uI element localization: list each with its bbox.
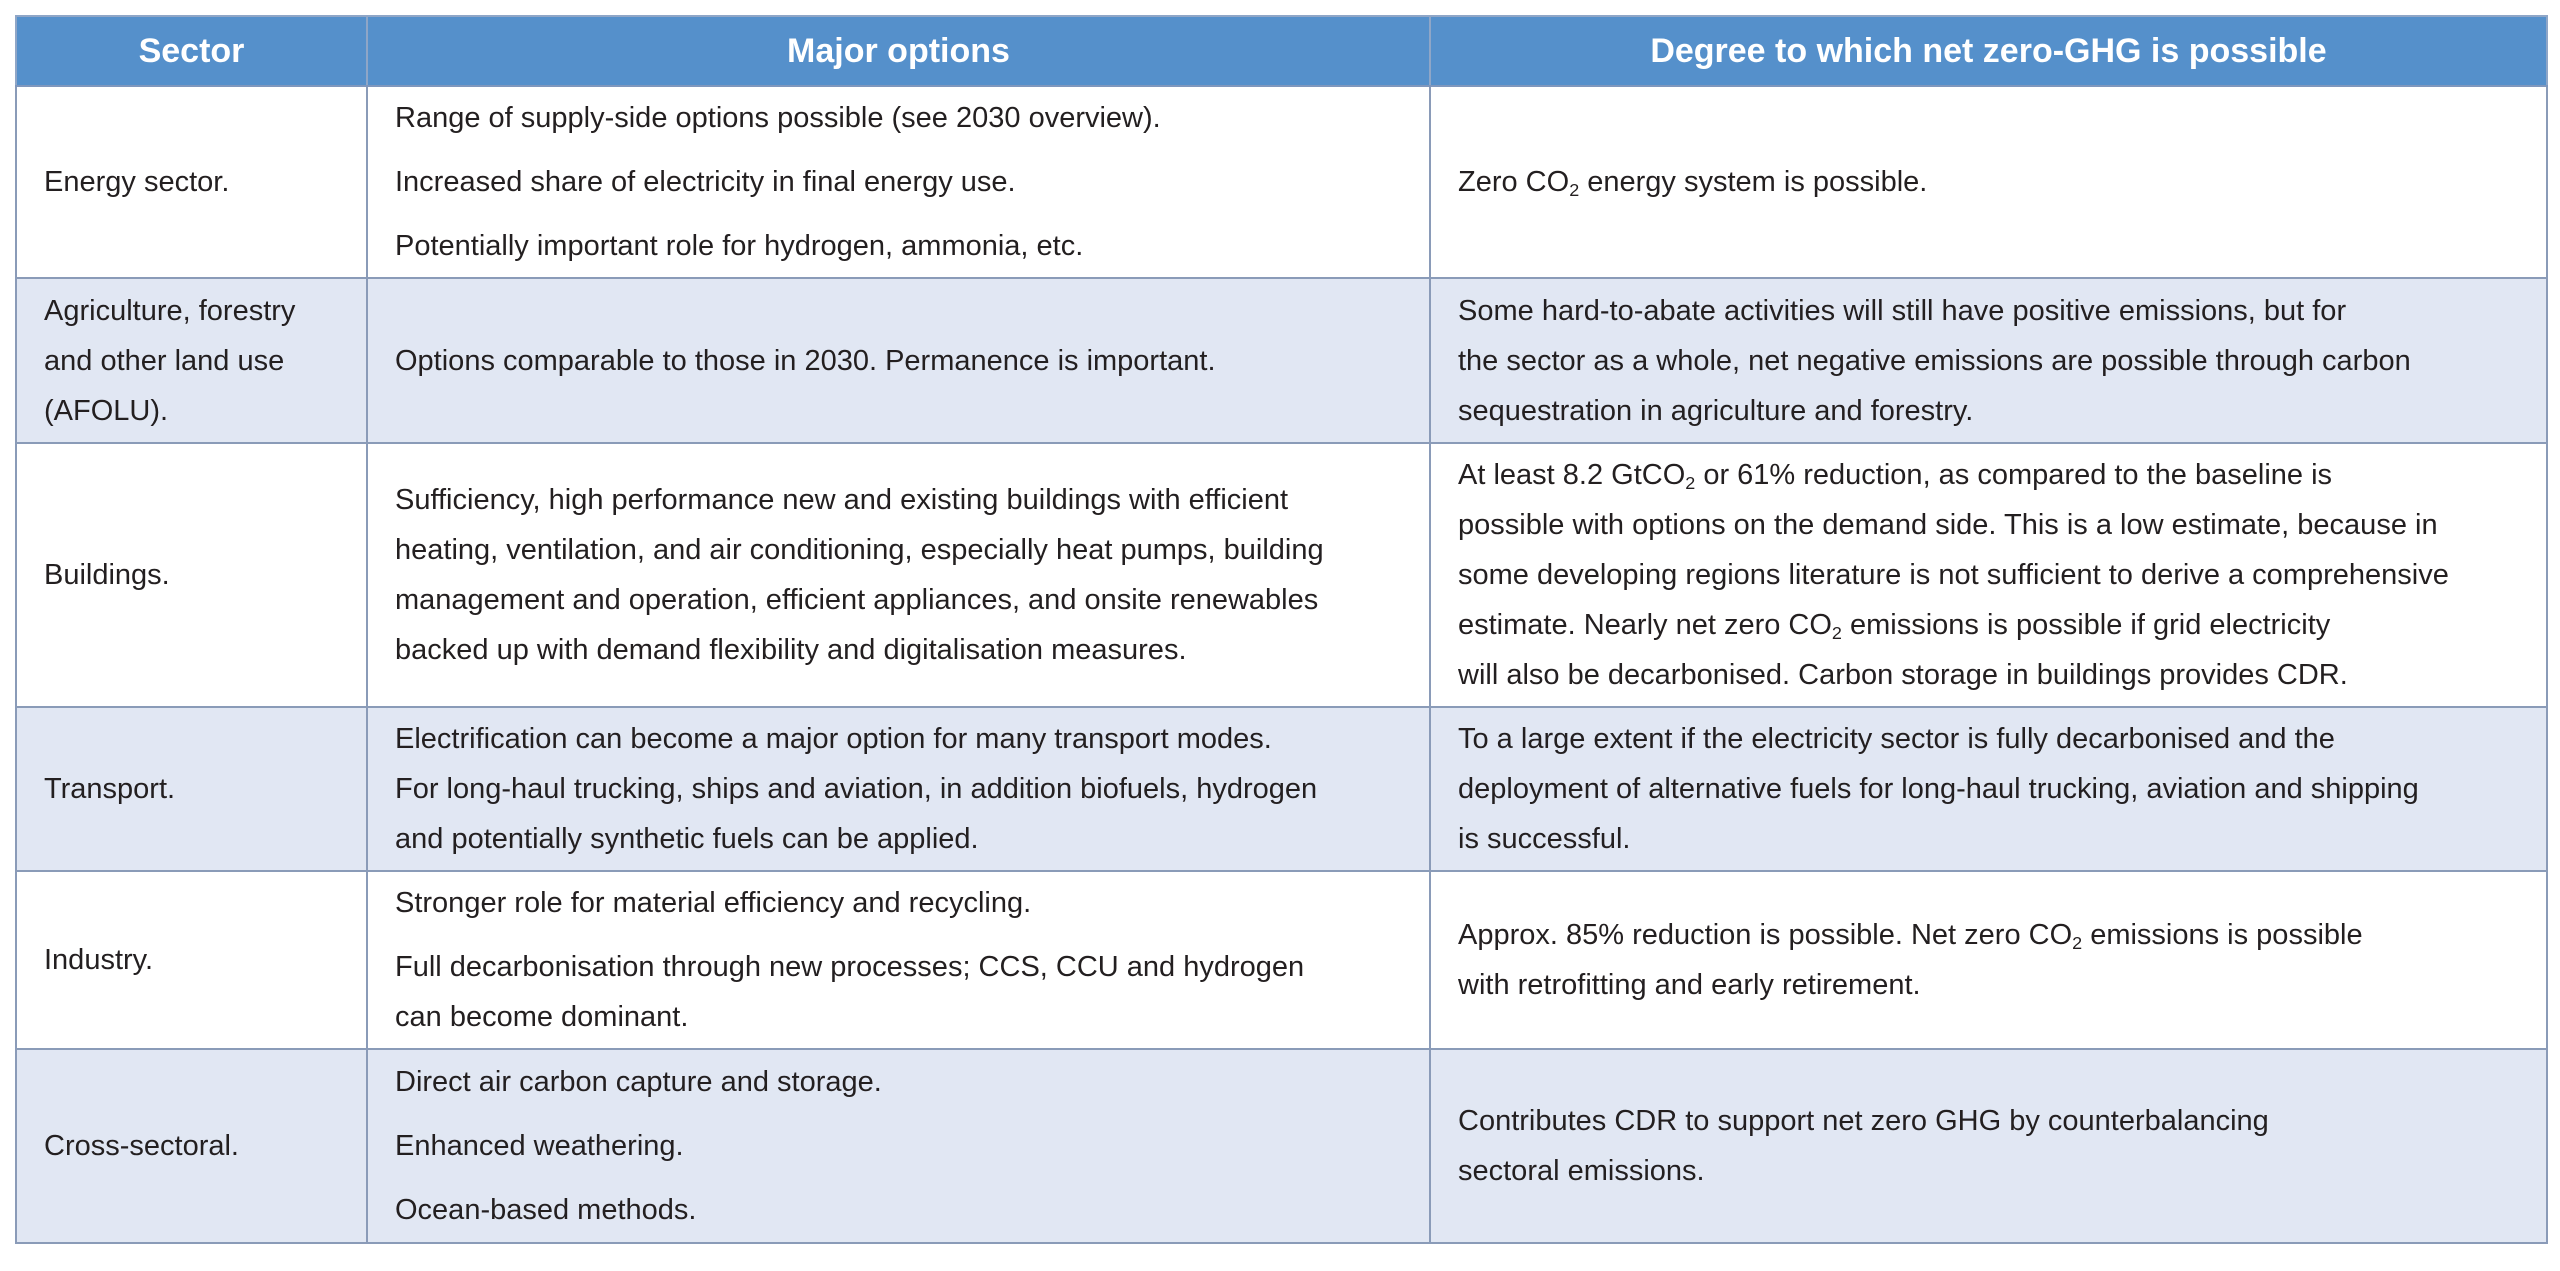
options-cell (367, 278, 1430, 443)
option-item: Increased share of electricity in final energy use. (395, 166, 1016, 198)
degree-text: Zero $CO_2$ energy system is possible. (1458, 166, 1928, 201)
sector-cell: Energy sector. (16, 86, 367, 278)
option-item: Stronger role for material efficiency and recycling. (395, 887, 1032, 919)
sector-cell: Agriculture, forestry and other land use (AFOLU). (16, 278, 367, 443)
options-cell: Sufficiency, high performance new and existing buildings with efficient heating, ventilation, and air conditioning, especially heat pumps, building management and operation, efficient appliances, and onsite renewables backed up with demand flexibility and digitalisation measures. (367, 443, 1430, 707)
degree-cell: Some hard-to-abate activities will still have positive emissions, but for the sector as a whole, net negative emissions are possible through carbon sequestration in agriculture and forestry. (1430, 278, 2547, 443)
table-row-energy (16, 86, 2547, 278)
table-row-afolu (16, 278, 2547, 443)
degree-cell: Contributes CDR to support net zero GHG by counterbalancing sectoral emissions. (1430, 1049, 2547, 1243)
option-item: Direct air carbon capture and storage. (395, 1066, 882, 1098)
degree-cell: At least 8.2 GtCO$_2$ or 61% reduction, as compared to the baseline is possible with options on the demand side. This is a low estimate, because in some developing regions literature is not sufficient to derive a comprehensive estimate. Nearly net zero $CO_2$ emissions is possible if grid electricity will also be decarbonised. Carbon storage in buildings provides CDR. (1430, 443, 2547, 707)
sector-cell: Transport. (16, 707, 367, 871)
sector-cell: Industry. (16, 871, 367, 1049)
table-row-transport (16, 707, 2547, 871)
option-item: Options comparable to those in 2030. Permanence is important. (395, 344, 1216, 377)
net-zero-options-table (15, 15, 2546, 1244)
option-item: Enhanced weathering. (395, 1130, 684, 1162)
option-item: Full decarbonisation through new processes; CCS, CCU and hydrogen can become dominant. (395, 951, 1305, 1033)
degree-cell (1430, 86, 2547, 278)
options-cell (367, 871, 1430, 1049)
option-item: Ocean-based methods. (395, 1194, 697, 1226)
table-row-cross-sectoral (16, 1049, 2547, 1243)
sector-cell: Cross-sectoral. (16, 1049, 367, 1243)
header-major-options: Major options (367, 16, 1430, 86)
options-cell (367, 1049, 1430, 1243)
table-row-industry (16, 871, 2547, 1049)
sector-table (15, 15, 2548, 1244)
option-item: Range of supply-side options possible (see 2030 overview). (395, 102, 1161, 134)
degree-cell: Approx. 85% reduction is possible. Net zero $CO_2$ emissions is possible with retrofitting and early retirement. (1430, 871, 2547, 1049)
table-row-buildings (16, 443, 2547, 707)
header-sector: Sector (16, 16, 367, 86)
header-degree: Degree to which net zero-GHG is possible (1430, 16, 2547, 86)
sector-cell: Buildings. (16, 443, 367, 707)
option-item: Potentially important role for hydrogen, ammonia, etc. (395, 230, 1084, 262)
table-header-row (16, 16, 2547, 86)
degree-cell: To a large extent if the electricity sector is fully decarbonised and the deployment of alternative fuels for long-haul trucking, aviation and shipping is successful. (1430, 707, 2547, 871)
options-cell (367, 86, 1430, 278)
options-cell: Electrification can become a major option for many transport modes. For long-haul trucking, ships and aviation, in addition biofuels, hydrogen and potentially synthetic fuels can be applied. (367, 707, 1430, 871)
